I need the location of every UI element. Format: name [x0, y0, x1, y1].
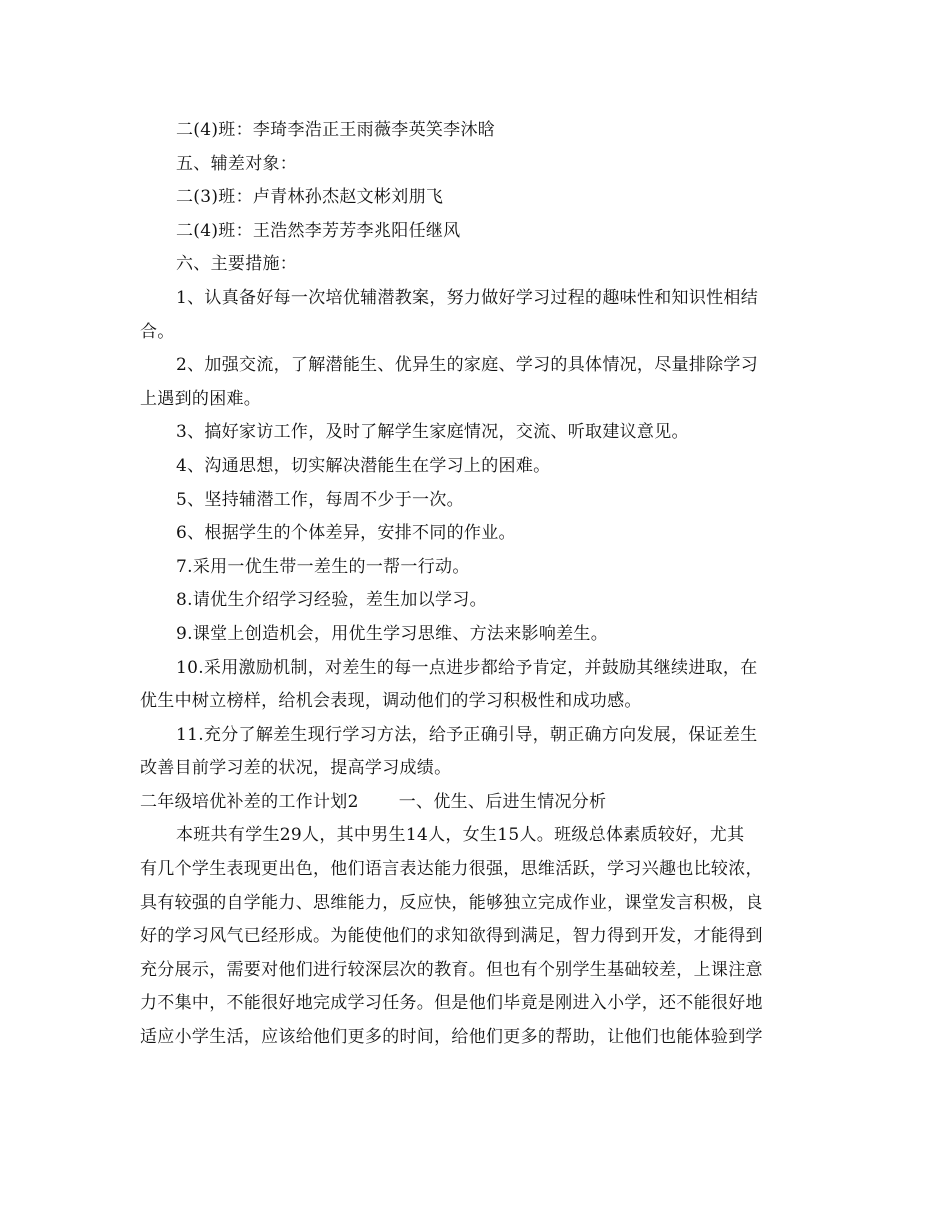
- section-heading-remedial-targets: 五、辅差对象：: [176, 153, 298, 174]
- measure-8: 8.请优生介绍学习经验，差生加以学习。: [176, 590, 487, 611]
- measure-2-line-2: 上遇到的困难。: [140, 388, 262, 409]
- measure-5: 5、坚持辅潜工作，每周不少于一次。: [176, 489, 464, 510]
- analysis-paragraph-line-4: 好的学习风气已经形成。为能使他们的求知欲得到满足，智力得到开发，才能得到: [140, 926, 763, 947]
- plan-2-title: 二年级培优补差的工作计划2: [140, 791, 359, 812]
- measure-7: 7.采用一优生带一差生的一帮一行动。: [176, 556, 470, 577]
- analysis-paragraph-line-6: 力不集中，不能很好地完成学习任务。但是他们毕竟是刚进入小学，还不能很好地: [140, 993, 763, 1014]
- section-heading-main-measures: 六、主要措施：: [176, 254, 298, 275]
- measure-11-line-1: 11.充分了解差生现行学习方法，给予正确引导，朝正确方向发展，保证差生: [176, 724, 758, 745]
- measure-10-line-1: 10.采用激励机制，对差生的每一点进步都给予肯定，并鼓励其继续进取，在: [176, 657, 758, 678]
- analysis-paragraph-line-3: 具有较强的自学能力、思维能力，反应快，能够独立完成作业，课堂发言积极，良: [140, 892, 763, 913]
- class-2-3-remedial-students: 二(3)班：卢青林孙杰赵文彬刘朋飞: [176, 187, 444, 208]
- class-2-4-top-students: 二(4)班：李琦李浩正王雨薇李英笑李沐晗: [176, 120, 496, 140]
- analysis-paragraph-line-2: 有几个学生表现更出色，他们语言表达能力很强，思维活跃，学习兴趣也比较浓，: [140, 859, 763, 880]
- analysis-paragraph-line-5: 充分展示，需要对他们进行较深层次的教育。但也有个别学生基础较差，上课注意: [140, 959, 763, 980]
- document-body: [140, 114, 812, 1055]
- measure-2-line-1: 2、加强交流，了解潜能生、优异生的家庭、学习的具体情况，尽量排除学习: [176, 355, 759, 376]
- measure-9: 9.课堂上创造机会，用优生学习思维、方法来影响差生。: [176, 623, 609, 644]
- measure-11-line-2: 改善目前学习差的状况，提高学习成绩。: [140, 758, 452, 779]
- analysis-paragraph-line-7: 适应小学生活，应该给他们更多的时间，给他们更多的帮助，让他们也能体验到学: [140, 1027, 763, 1048]
- measure-3: 3、搞好家访工作，及时了解学生家庭情况，交流、听取建议意见。: [176, 422, 689, 443]
- class-2-4-remedial-students: 二(4)班：王浩然李芳芳李兆阳任继风: [176, 220, 461, 241]
- measure-6: 6、根据学生的个体差异，安排不同的作业。: [176, 523, 516, 544]
- analysis-paragraph-line-1: 本班共有学生29人，其中男生14人，女生15人。班级总体素质较好，尤其: [176, 825, 745, 846]
- measure-4: 4、沟通思想，切实解决潜能生在学习上的困难。: [176, 455, 551, 476]
- section-heading-student-analysis: 一、优生、后进生情况分析: [398, 791, 607, 812]
- document-subtitle-row: [140, 786, 812, 820]
- measure-1-line-1: 1、认真备好每一次培优辅潜教案，努力做好学习过程的趣味性和知识性相结: [176, 287, 759, 308]
- measure-10-line-2: 优生中树立榜样，给机会表现，调动他们的学习积极性和成功感。: [140, 691, 642, 712]
- measure-1-line-2: 合。: [140, 321, 175, 342]
